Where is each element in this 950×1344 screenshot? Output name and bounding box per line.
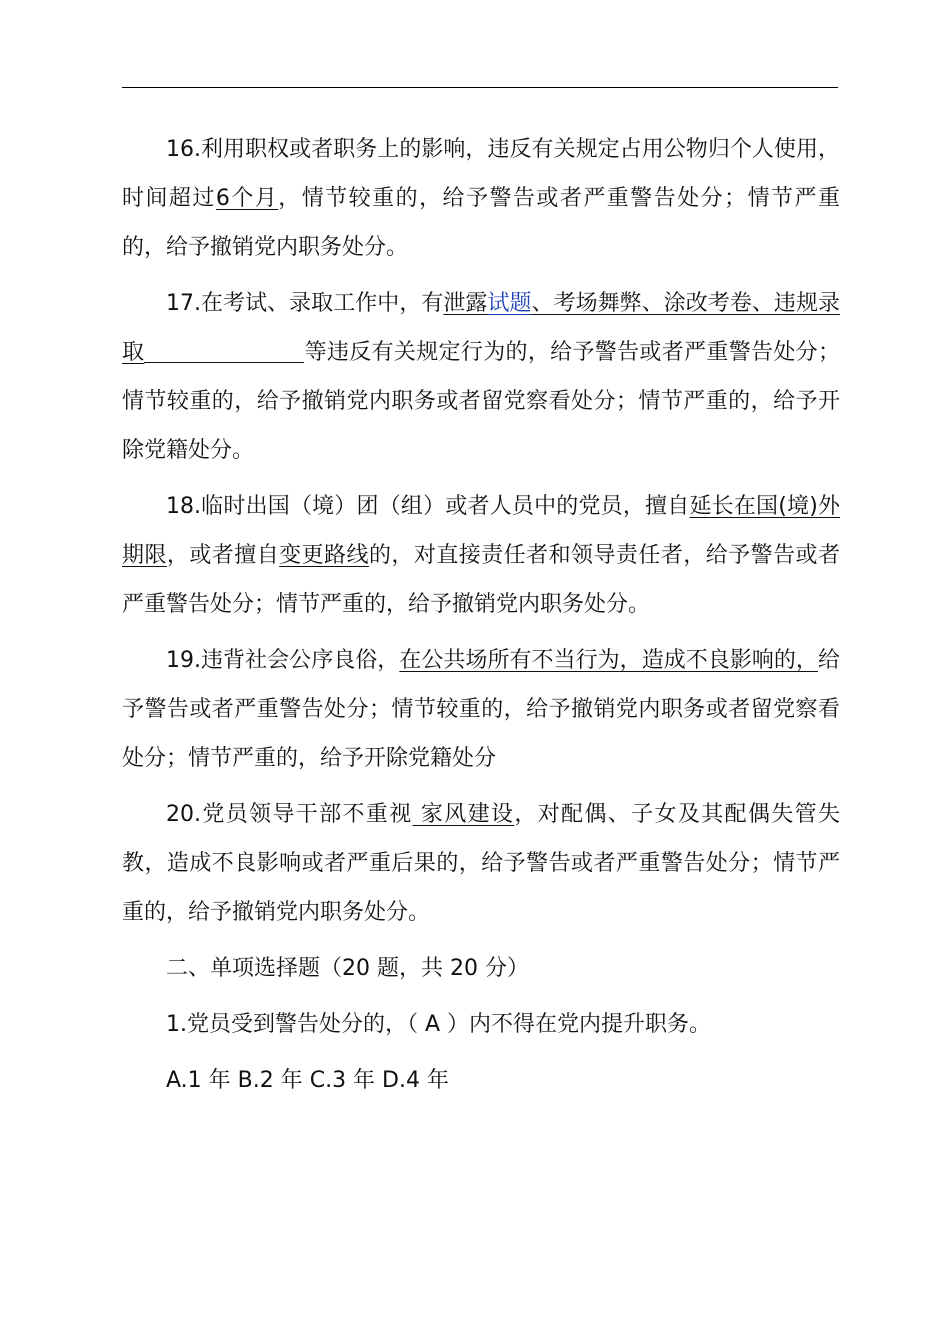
item-18-text-c: 的，对直接责任者和领导责任者，给予警告或者严重警告处分；情节严重的，给予撤销党内职务处分。 [122, 543, 840, 617]
item-19-text-b: 给予警告或者严重警告处分；情节较重的，给予撤销党内职务或者留党察看处分；情节严重的，给予开除党籍处分 [122, 648, 840, 771]
item-20-text-b: ，对配偶、子女及其配偶失管失教，造成不良影响或者严重后果的，给予警告或者严重警告处分；情节严重的，给予撤销党内职务处分。 [122, 802, 840, 925]
item-18 [122, 482, 840, 629]
item-16 [122, 125, 840, 272]
item-16-text-b: ，情节较重的，给予警告或者严重警告处分；情节严重的，给予撤销党内职务处分。 [122, 186, 840, 260]
question-1-options: A.1 年 B.2 年 C.3 年 D.4 年 [166, 1068, 449, 1093]
section-2-title: 二、单项选择题（20 题，共 20 分） [166, 956, 529, 981]
item-20-underlined-family-style: 家风建设 [412, 802, 515, 827]
item-17-link-exam-questions[interactable]: 试题 [487, 291, 532, 316]
item-17-underlined-leak: 泄露 [443, 291, 488, 316]
item-18-text-b: ，或者擅自 [166, 543, 280, 568]
item-17-text-a: 17.在考试、录取工作中，有 [166, 291, 444, 316]
item-19 [122, 636, 840, 783]
question-1: 1.党员受到警告处分的，（ A ）内不得在党内提升职务。 [166, 1012, 712, 1037]
item-17-blank-line [144, 334, 304, 363]
item-18-underlined-extend-stay: 延长在国(境)外期限 [122, 494, 840, 568]
item-19-underlined-public-conduct: 在公共场所有不当行为，造成不良影响的， [399, 648, 818, 673]
item-20 [122, 790, 840, 937]
item-17 [122, 279, 840, 475]
item-19-text-a: 19.违背社会公序良俗， [166, 648, 400, 673]
header-rule [122, 87, 838, 88]
item-18-underlined-change-route: 变更路线 [279, 543, 369, 568]
item-16-underlined-duration: 6个月 [215, 186, 279, 211]
item-17-text-b: 等违反有关规定行为的，给予警告或者严重警告处分；情节较重的，给予撤销党内职务或者留党察看处分；情节严重的，给予开除党籍处分。 [122, 340, 840, 463]
document-body [122, 125, 840, 1112]
item-20-text-a: 20.党员领导干部不重视 [166, 802, 413, 827]
item-16-text-a: 16.利用职权或者职务上的影响，违反有关规定占用公物归个人使用，时间超过 [122, 137, 840, 211]
item-18-text-a: 18.临时出国（境）团（组）或者人员中的党员，擅自 [166, 494, 690, 519]
item-17-underlined-violations: 、考场舞弊、涂改考卷、违规录取 [122, 291, 840, 365]
